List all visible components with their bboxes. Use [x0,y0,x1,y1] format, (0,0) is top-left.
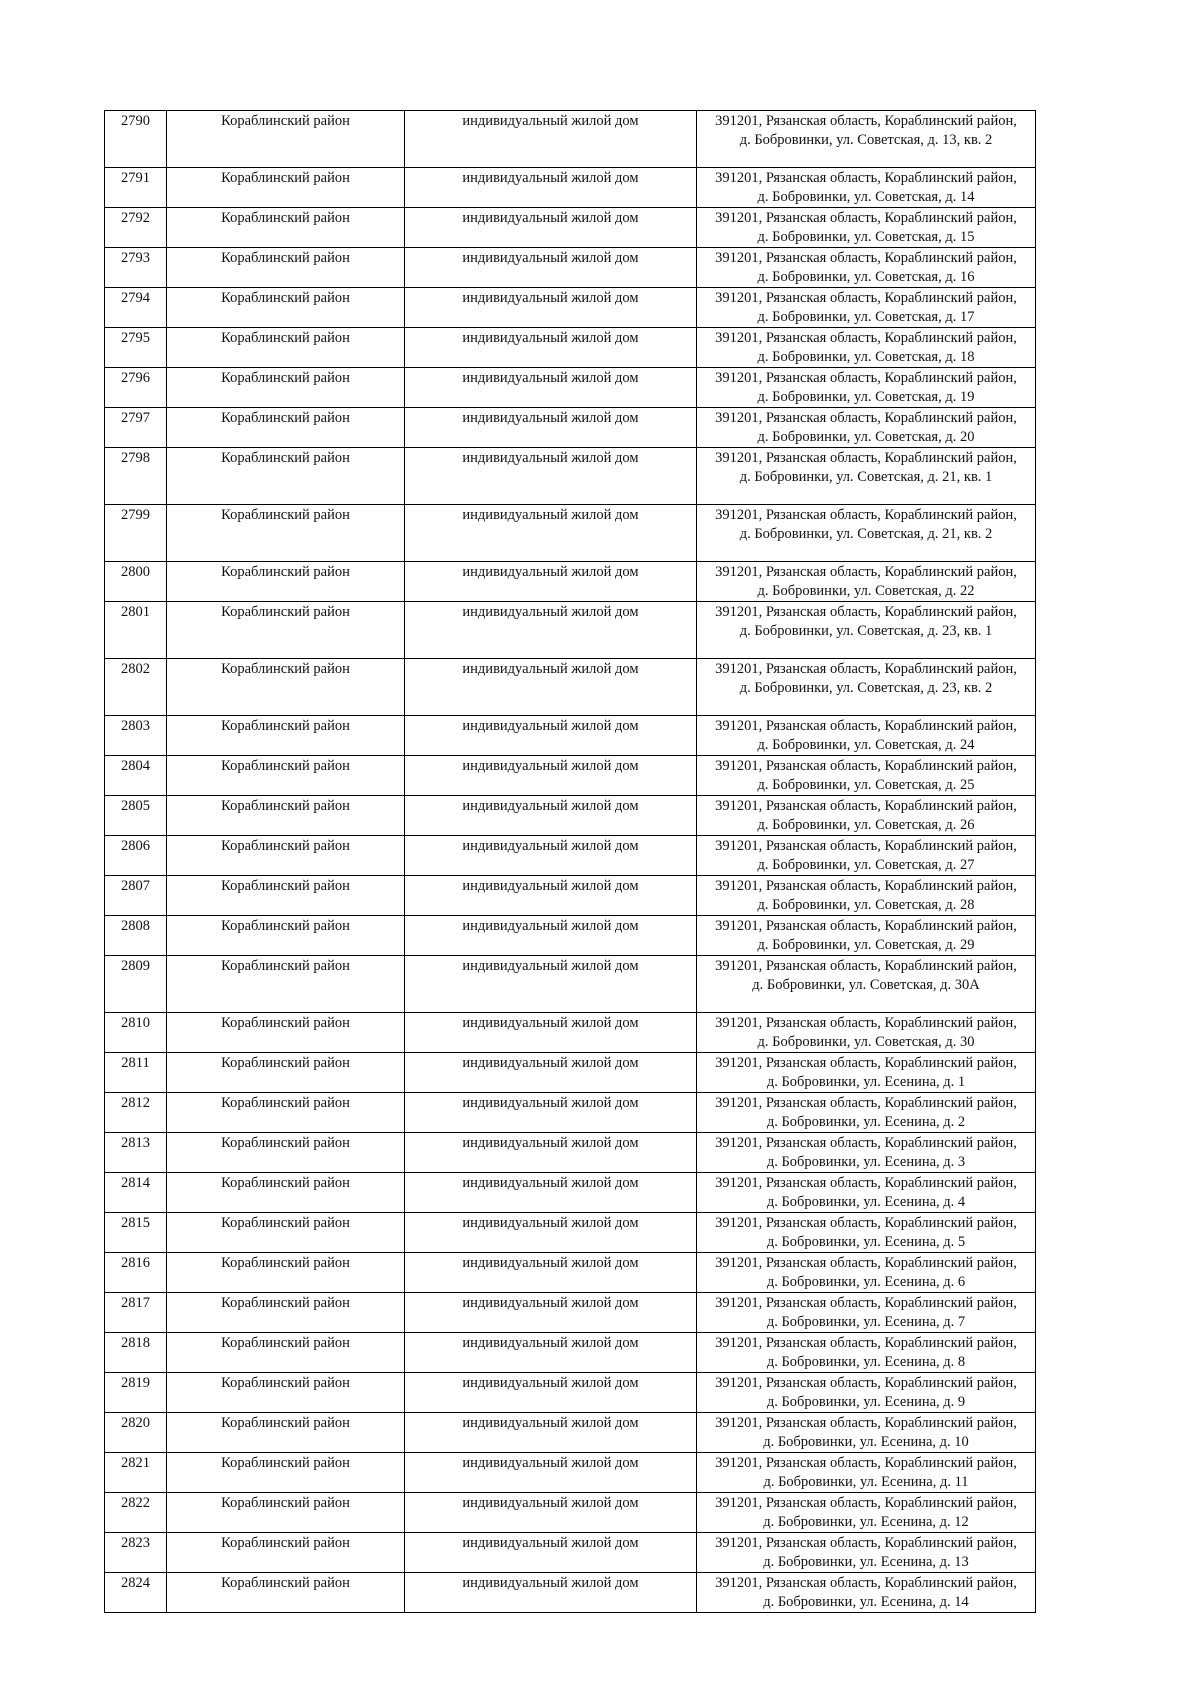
table-row [105,288,1036,328]
address-line-1: 391201, Рязанская область, Кораблинский район, [715,113,1017,129]
address-line-2: д. Бобровинки, ул. Советская, д. 27 [757,857,975,873]
address-line-1: 391201, Рязанская область, Кораблинский район, [715,210,1017,226]
district-cell: Кораблинский район [167,1253,405,1293]
district-cell: Кораблинский район [167,111,405,168]
address-line-1: 391201, Рязанская область, Кораблинский район, [715,170,1017,186]
table-row [105,1333,1036,1373]
address-cell [697,956,1036,1013]
address-line-2: д. Бобровинки, ул. Советская, д. 24 [757,737,975,753]
object-type-cell: индивидуальный жилой дом [405,248,697,288]
address-line-2: д. Бобровинки, ул. Советская, д. 17 [757,309,975,325]
table-row [105,111,1036,168]
district-cell: Кораблинский район [167,716,405,756]
row-number-cell: 2822 [105,1493,167,1533]
district-cell: Кораблинский район [167,1533,405,1573]
row-number-cell: 2820 [105,1413,167,1453]
district-cell: Кораблинский район [167,408,405,448]
address-line-1: 391201, Рязанская область, Кораблинский район, [715,758,1017,774]
address-line-1: 391201, Рязанская область, Кораблинский район, [715,450,1017,466]
address-line-1: 391201, Рязанская область, Кораблинский район, [715,410,1017,426]
table-row [105,659,1036,716]
table-row [105,876,1036,916]
address-cell [697,328,1036,368]
address-line-1: 391201, Рязанская область, Кораблинский район, [715,1335,1017,1351]
district-cell: Кораблинский район [167,602,405,659]
row-number-cell: 2810 [105,1013,167,1053]
district-cell: Кораблинский район [167,505,405,562]
row-number-cell: 2801 [105,602,167,659]
district-cell: Кораблинский район [167,248,405,288]
object-type-cell: индивидуальный жилой дом [405,1453,697,1493]
table-row [105,1453,1036,1493]
address-cell [697,659,1036,716]
address-cell [697,836,1036,876]
table-row [105,208,1036,248]
object-type-cell: индивидуальный жилой дом [405,1493,697,1533]
address-line-2: д. Бобровинки, ул. Советская, д. 22 [757,583,975,599]
address-line-2: д. Бобровинки, ул. Советская, д. 23, кв. 2 [739,680,993,696]
table-row [105,956,1036,1013]
address-line-1: 391201, Рязанская область, Кораблинский район, [715,290,1017,306]
object-type-cell: индивидуальный жилой дом [405,1013,697,1053]
address-line-2: д. Бобровинки, ул. Есенина, д. 12 [763,1514,969,1530]
address-line-2: д. Бобровинки, ул. Советская, д. 29 [757,937,975,953]
address-cell [697,876,1036,916]
row-number-cell: 2804 [105,756,167,796]
district-cell: Кораблинский район [167,1053,405,1093]
address-line-1: 391201, Рязанская область, Кораблинский район, [715,250,1017,266]
address-line-2: д. Бобровинки, ул. Есенина, д. 11 [763,1474,969,1490]
table-row [105,1173,1036,1213]
address-cell [697,1573,1036,1613]
table-row [105,562,1036,602]
address-line-1: 391201, Рязанская область, Кораблинский район, [715,370,1017,386]
table-row [105,168,1036,208]
address-cell [697,1413,1036,1453]
address-cell [697,368,1036,408]
district-cell: Кораблинский район [167,1013,405,1053]
object-type-cell: индивидуальный жилой дом [405,168,697,208]
district-cell: Кораблинский район [167,1493,405,1533]
address-line-1: 391201, Рязанская область, Кораблинский район, [715,1255,1017,1271]
object-type-cell: индивидуальный жилой дом [405,562,697,602]
district-cell: Кораблинский район [167,916,405,956]
table-row [105,368,1036,408]
address-cell [697,602,1036,659]
address-line-2: д. Бобровинки, ул. Есенина, д. 9 [766,1394,966,1410]
address-line-1: 391201, Рязанская область, Кораблинский район, [715,1015,1017,1031]
address-line-2: д. Бобровинки, ул. Советская, д. 25 [757,777,975,793]
object-type-cell: индивидуальный жилой дом [405,505,697,562]
address-cell [697,1213,1036,1253]
object-type-cell: индивидуальный жилой дом [405,756,697,796]
address-line-1: 391201, Рязанская область, Кораблинский район, [715,718,1017,734]
object-type-cell: индивидуальный жилой дом [405,208,697,248]
address-line-1: 391201, Рязанская область, Кораблинский район, [715,798,1017,814]
object-type-cell: индивидуальный жилой дом [405,796,697,836]
address-line-1: 391201, Рязанская область, Кораблинский район, [715,918,1017,934]
table-row [105,1093,1036,1133]
object-type-cell: индивидуальный жилой дом [405,1133,697,1173]
address-line-2: д. Бобровинки, ул. Советская, д. 14 [757,189,975,205]
object-type-cell: индивидуальный жилой дом [405,1213,697,1253]
table-row [105,1213,1036,1253]
table-row [105,328,1036,368]
table-row [105,602,1036,659]
table-row [105,1493,1036,1533]
district-cell: Кораблинский район [167,796,405,836]
table-row [105,1573,1036,1613]
address-cell [697,168,1036,208]
address-line-2: д. Бобровинки, ул. Советская, д. 20 [757,429,975,445]
address-line-2: д. Бобровинки, ул. Советская, д. 13, кв. 2 [739,132,993,148]
address-line-2: д. Бобровинки, ул. Есенина, д. 2 [766,1114,966,1130]
row-number-cell: 2818 [105,1333,167,1373]
row-number-cell: 2811 [105,1053,167,1093]
address-line-2: д. Бобровинки, ул. Есенина, д. 1 [766,1074,966,1090]
address-line-1: 391201, Рязанская область, Кораблинский район, [715,1295,1017,1311]
object-type-cell: индивидуальный жилой дом [405,876,697,916]
district-cell: Кораблинский район [167,288,405,328]
address-line-2: д. Бобровинки, ул. Советская, д. 30А [752,977,980,993]
object-type-cell: индивидуальный жилой дом [405,836,697,876]
row-number-cell: 2809 [105,956,167,1013]
address-line-2: д. Бобровинки, ул. Есенина, д. 3 [766,1154,966,1170]
registry-table-body [105,111,1036,1613]
address-line-2: д. Бобровинки, ул. Есенина, д. 8 [766,1354,966,1370]
address-cell [697,1293,1036,1333]
address-cell [697,408,1036,448]
table-row [105,1133,1036,1173]
row-number-cell: 2799 [105,505,167,562]
address-cell [697,1493,1036,1533]
object-type-cell: индивидуальный жилой дом [405,1573,697,1613]
row-number-cell: 2790 [105,111,167,168]
address-line-2: д. Бобровинки, ул. Советская, д. 15 [757,229,975,245]
object-type-cell: индивидуальный жилой дом [405,408,697,448]
object-type-cell: индивидуальный жилой дом [405,1533,697,1573]
table-row [105,796,1036,836]
address-line-1: 391201, Рязанская область, Кораблинский район, [715,1375,1017,1391]
address-line-1: 391201, Рязанская область, Кораблинский район, [715,878,1017,894]
row-number-cell: 2814 [105,1173,167,1213]
row-number-cell: 2802 [105,659,167,716]
object-type-cell: индивидуальный жилой дом [405,111,697,168]
table-row [105,408,1036,448]
row-number-cell: 2795 [105,328,167,368]
address-cell [697,208,1036,248]
row-number-cell: 2812 [105,1093,167,1133]
housing-registry-table [104,110,1036,1613]
object-type-cell: индивидуальный жилой дом [405,659,697,716]
address-cell [697,1533,1036,1573]
address-line-1: 391201, Рязанская область, Кораблинский район, [715,1095,1017,1111]
address-cell [697,1133,1036,1173]
address-line-1: 391201, Рязанская область, Кораблинский район, [715,604,1017,620]
row-number-cell: 2824 [105,1573,167,1613]
object-type-cell: индивидуальный жилой дом [405,956,697,1013]
address-line-1: 391201, Рязанская область, Кораблинский район, [715,958,1017,974]
row-number-cell: 2805 [105,796,167,836]
object-type-cell: индивидуальный жилой дом [405,1053,697,1093]
object-type-cell: индивидуальный жилой дом [405,1173,697,1213]
address-line-2: д. Бобровинки, ул. Советская, д. 19 [757,389,975,405]
row-number-cell: 2797 [105,408,167,448]
address-line-2: д. Бобровинки, ул. Советская, д. 28 [757,897,975,913]
district-cell: Кораблинский район [167,168,405,208]
district-cell: Кораблинский район [167,1453,405,1493]
address-line-2: д. Бобровинки, ул. Советская, д. 18 [757,349,975,365]
district-cell: Кораблинский район [167,1293,405,1333]
address-line-2: д. Бобровинки, ул. Есенина, д. 10 [763,1434,969,1450]
district-cell: Кораблинский район [167,1133,405,1173]
address-cell [697,1013,1036,1053]
address-line-1: 391201, Рязанская область, Кораблинский район, [715,1215,1017,1231]
address-cell [697,1053,1036,1093]
object-type-cell: индивидуальный жилой дом [405,1293,697,1333]
address-cell [697,916,1036,956]
district-cell: Кораблинский район [167,836,405,876]
table-row [105,1013,1036,1053]
address-line-2: д. Бобровинки, ул. Есенина, д. 6 [766,1274,966,1290]
district-cell: Кораблинский район [167,1573,405,1613]
district-cell: Кораблинский район [167,876,405,916]
row-number-cell: 2794 [105,288,167,328]
address-line-2: д. Бобровинки, ул. Советская, д. 16 [757,269,975,285]
district-cell: Кораблинский район [167,1213,405,1253]
address-line-2: д. Бобровинки, ул. Советская, д. 21, кв. 2 [739,526,993,542]
object-type-cell: индивидуальный жилой дом [405,916,697,956]
district-cell: Кораблинский район [167,756,405,796]
object-type-cell: индивидуальный жилой дом [405,1093,697,1133]
row-number-cell: 2815 [105,1213,167,1253]
address-cell [697,756,1036,796]
address-cell [697,111,1036,168]
row-number-cell: 2823 [105,1533,167,1573]
row-number-cell: 2807 [105,876,167,916]
row-number-cell: 2808 [105,916,167,956]
address-line-2: д. Бобровинки, ул. Есенина, д. 14 [763,1594,969,1610]
address-cell [697,1333,1036,1373]
address-line-2: д. Бобровинки, ул. Есенина, д. 4 [766,1194,966,1210]
address-cell [697,505,1036,562]
district-cell: Кораблинский район [167,368,405,408]
district-cell: Кораблинский район [167,208,405,248]
row-number-cell: 2817 [105,1293,167,1333]
address-cell [697,716,1036,756]
object-type-cell: индивидуальный жилой дом [405,1373,697,1413]
address-line-1: 391201, Рязанская область, Кораблинский район, [715,330,1017,346]
address-cell [697,1453,1036,1493]
address-line-1: 391201, Рязанская область, Кораблинский район, [715,1575,1017,1591]
address-cell [697,448,1036,505]
address-line-1: 391201, Рязанская область, Кораблинский район, [715,661,1017,677]
address-cell [697,562,1036,602]
address-line-2: д. Бобровинки, ул. Советская, д. 26 [757,817,975,833]
address-line-1: 391201, Рязанская область, Кораблинский район, [715,564,1017,580]
table-row [105,1413,1036,1453]
address-cell [697,1253,1036,1293]
table-row [105,1053,1036,1093]
address-line-1: 391201, Рязанская область, Кораблинский район, [715,1455,1017,1471]
address-line-2: д. Бобровинки, ул. Советская, д. 23, кв. 1 [739,623,993,639]
address-line-2: д. Бобровинки, ул. Советская, д. 30 [757,1034,975,1050]
row-number-cell: 2819 [105,1373,167,1413]
table-row [105,716,1036,756]
table-row [105,1253,1036,1293]
address-line-1: 391201, Рязанская область, Кораблинский район, [715,1535,1017,1551]
district-cell: Кораблинский район [167,659,405,716]
table-row [105,756,1036,796]
table-row [105,448,1036,505]
object-type-cell: индивидуальный жилой дом [405,602,697,659]
address-cell [697,1173,1036,1213]
district-cell: Кораблинский район [167,1413,405,1453]
address-line-2: д. Бобровинки, ул. Есенина, д. 13 [763,1554,969,1570]
object-type-cell: индивидуальный жилой дом [405,448,697,505]
address-line-1: 391201, Рязанская область, Кораблинский район, [715,1495,1017,1511]
row-number-cell: 2813 [105,1133,167,1173]
row-number-cell: 2800 [105,562,167,602]
address-cell [697,248,1036,288]
district-cell: Кораблинский район [167,448,405,505]
district-cell: Кораблинский район [167,1333,405,1373]
object-type-cell: индивидуальный жилой дом [405,716,697,756]
address-line-1: 391201, Рязанская область, Кораблинский район, [715,1415,1017,1431]
table-row [105,916,1036,956]
district-cell: Кораблинский район [167,1173,405,1213]
address-cell [697,288,1036,328]
object-type-cell: индивидуальный жилой дом [405,1333,697,1373]
address-line-1: 391201, Рязанская область, Кораблинский район, [715,1135,1017,1151]
address-line-1: 391201, Рязанская область, Кораблинский район, [715,507,1017,523]
district-cell: Кораблинский район [167,1093,405,1133]
object-type-cell: индивидуальный жилой дом [405,1253,697,1293]
address-line-1: 391201, Рязанская область, Кораблинский район, [715,1175,1017,1191]
row-number-cell: 2806 [105,836,167,876]
row-number-cell: 2816 [105,1253,167,1293]
address-cell [697,1373,1036,1413]
row-number-cell: 2791 [105,168,167,208]
row-number-cell: 2803 [105,716,167,756]
address-cell [697,796,1036,836]
table-row [105,248,1036,288]
table-row [105,1373,1036,1413]
row-number-cell: 2792 [105,208,167,248]
row-number-cell: 2793 [105,248,167,288]
address-line-2: д. Бобровинки, ул. Советская, д. 21, кв. 1 [739,469,993,485]
object-type-cell: индивидуальный жилой дом [405,328,697,368]
object-type-cell: индивидуальный жилой дом [405,1413,697,1453]
table-row [105,1533,1036,1573]
row-number-cell: 2796 [105,368,167,408]
table-row [105,505,1036,562]
district-cell: Кораблинский район [167,328,405,368]
table-row [105,1293,1036,1333]
address-line-2: д. Бобровинки, ул. Есенина, д. 7 [766,1314,966,1330]
district-cell: Кораблинский район [167,956,405,1013]
object-type-cell: индивидуальный жилой дом [405,288,697,328]
district-cell: Кораблинский район [167,1373,405,1413]
address-line-2: д. Бобровинки, ул. Есенина, д. 5 [766,1234,966,1250]
object-type-cell: индивидуальный жилой дом [405,368,697,408]
table-row [105,836,1036,876]
address-line-1: 391201, Рязанская область, Кораблинский район, [715,838,1017,854]
row-number-cell: 2798 [105,448,167,505]
address-line-1: 391201, Рязанская область, Кораблинский район, [715,1055,1017,1071]
district-cell: Кораблинский район [167,562,405,602]
address-cell [697,1093,1036,1133]
row-number-cell: 2821 [105,1453,167,1493]
